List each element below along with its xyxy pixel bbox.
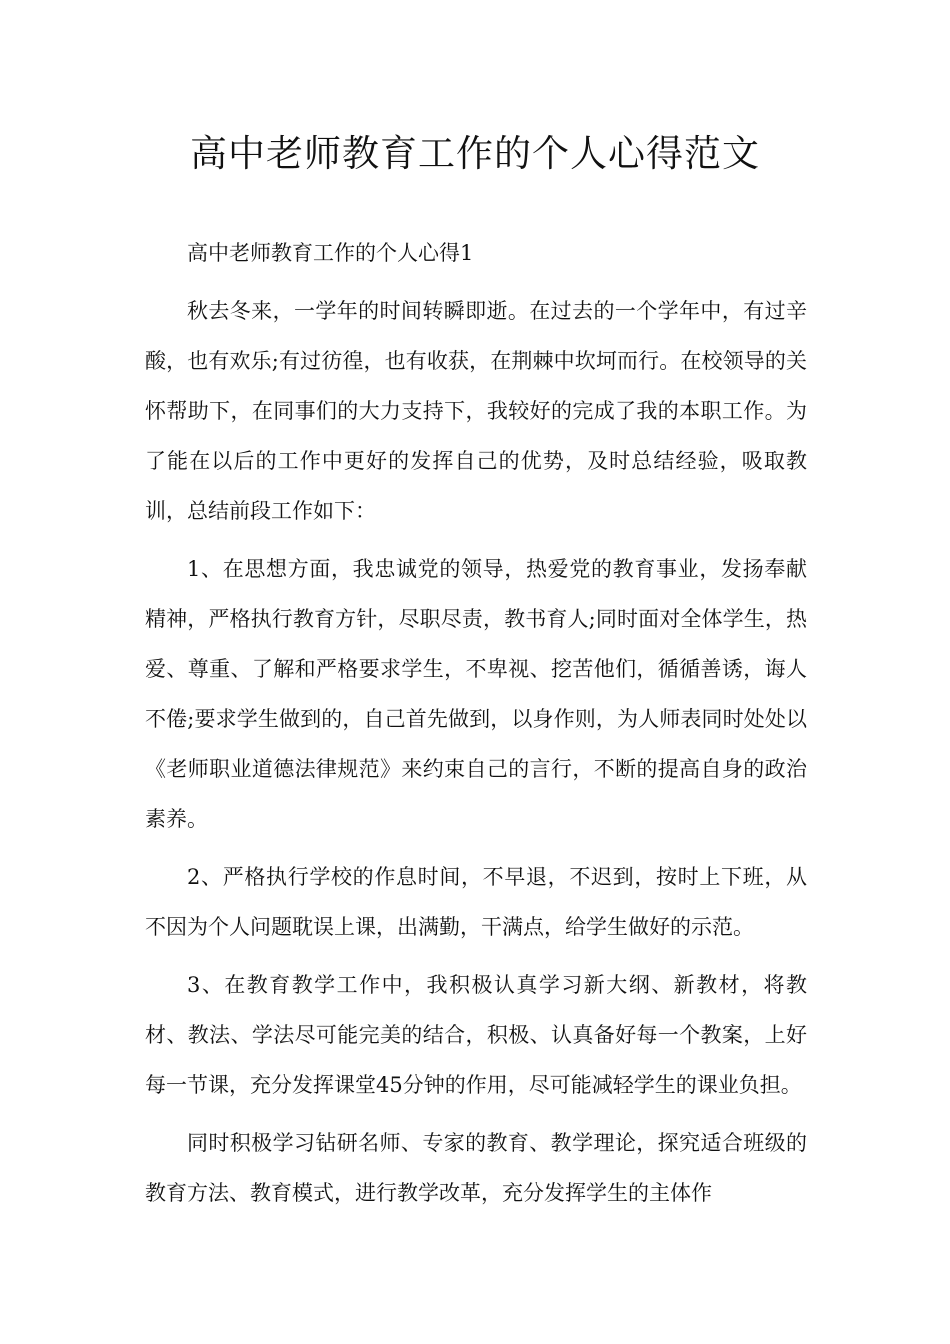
document-body (145, 228, 807, 1226)
paragraph-point-1: 1、在思想方面，我忠诚党的领导，热爱党的教育事业，发扬奉献精神，严格执行教育方针，尽职尽责，教书育人;同时面对全体学生，热爱、尊重、了解和严格要求学生，不卑视、挖苦他们，循循善诱，诲人不倦;要求学生做到的，自己首先做到，以身作则，为人师表同时处处以《老师职业道德法律规范》来约束自己的言行，不断的提高自身的政治素养。 (145, 557, 807, 831)
paragraph-intro: 秋去冬来，一学年的时间转瞬即逝。在过去的一个学年中，有过辛酸，也有欢乐;有过彷徨，也有收获，在荆棘中坎坷而行。在校领导的关怀帮助下，在同事们的大力支持下，我较好的完成了我的本职工作。为了能在以后的工作中更好的发挥自己的优势，及时总结经验，吸取教训，总结前段工作如下： (145, 299, 807, 523)
paragraph-point-3: 3、在教育教学工作中，我积极认真学习新大纲、新教材，将教材、教法、学法尽可能完美的结合，积极、认真备好每一个教案，上好每一节课，充分发挥课堂45分钟的作用，尽可能减轻学生的课业负担。 (145, 973, 807, 1097)
document-title: 高中老师教育工作的个人心得范文 (190, 132, 760, 175)
paragraph-continuation: 同时积极学习钻研名师、专家的教育、教学理论，探究适合班级的教育方法、教育模式，进行教学改革，充分发挥学生的主体作 (145, 1131, 807, 1205)
section-heading: 高中老师教育工作的个人心得1 (187, 241, 474, 265)
paragraph-point-2: 2、严格执行学校的作息时间，不早退，不迟到，按时上下班，从不因为个人问题耽误上课，出满勤，干满点，给学生做好的示范。 (145, 865, 807, 939)
